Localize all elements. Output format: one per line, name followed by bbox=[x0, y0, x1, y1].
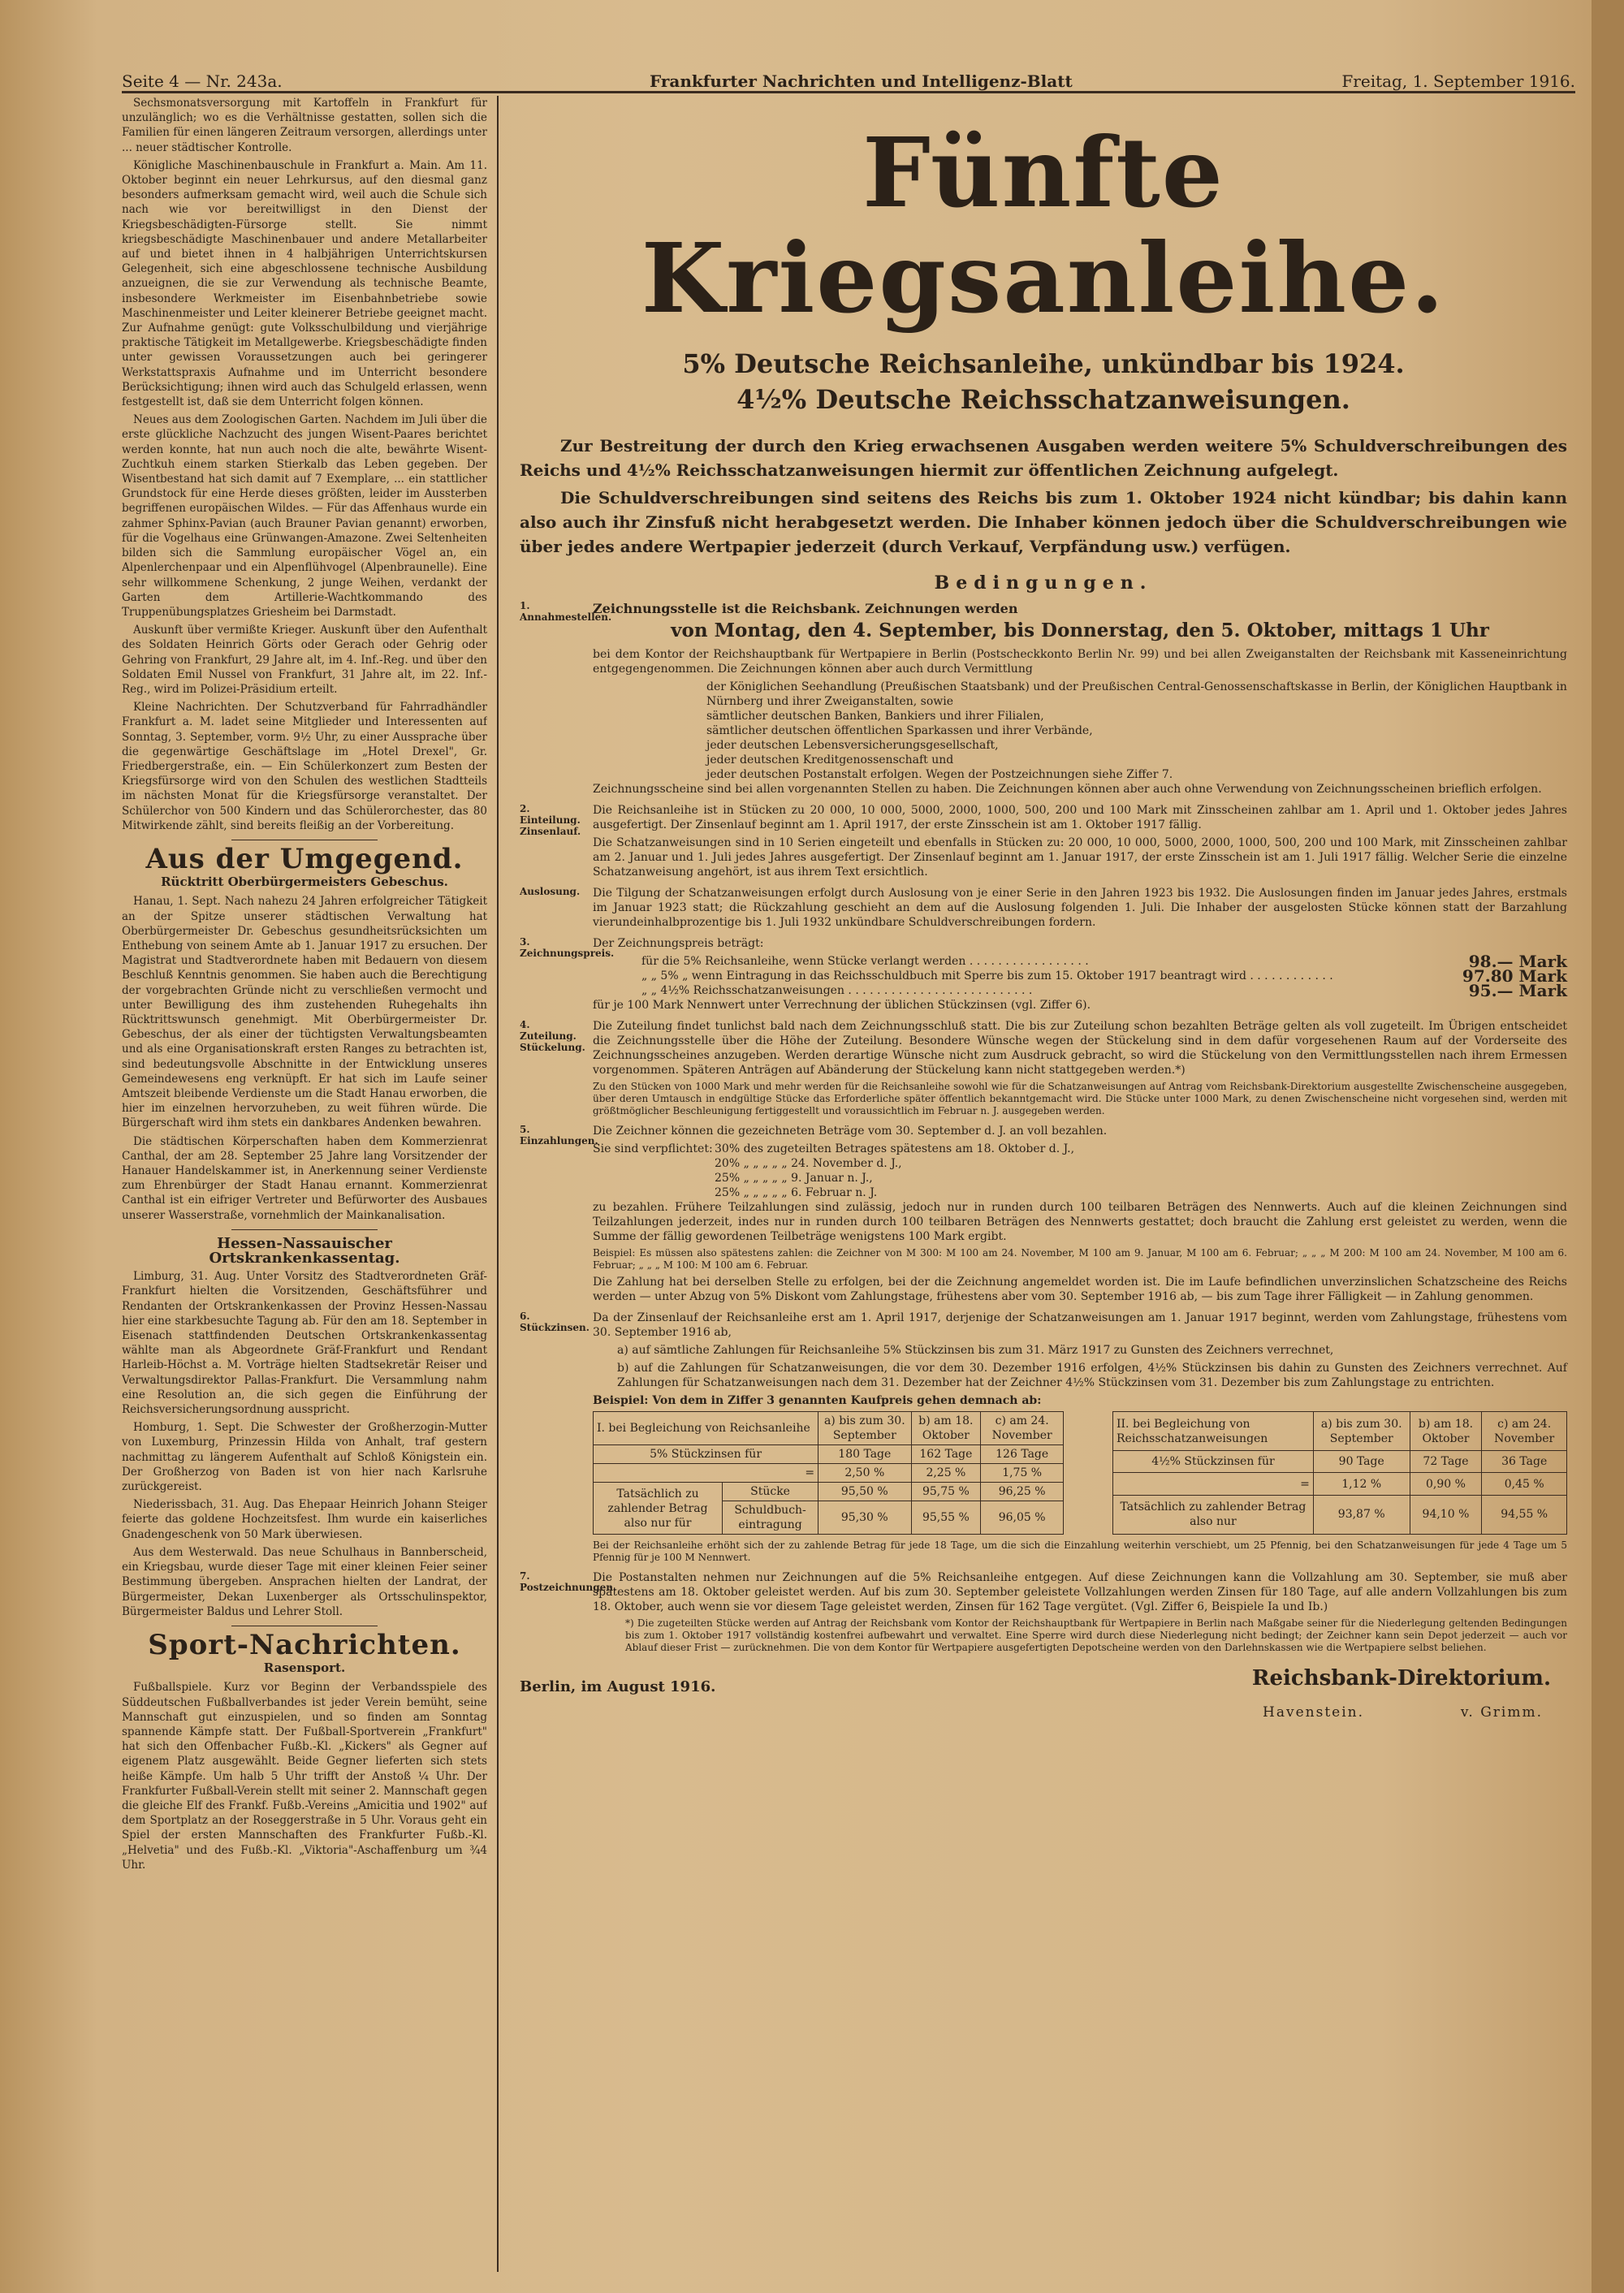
table-cell: 90 Tage bbox=[1313, 1451, 1410, 1473]
table-row bbox=[1113, 1495, 1567, 1534]
section-5 bbox=[520, 1124, 1567, 1304]
section-label: 2. Einteilung. Zinsenlauf. bbox=[520, 803, 581, 837]
section-text: zu bezahlen. Frühere Teilzahlungen sind zulässig, jedoch nur in runden durch 100 teilbaren Beträgen des Nennwerts. Auch auf die kleinen Zeichnungen sind Teilzahlungen jederzeit, indes nur in runden durch 100 teilbaren Beträgen des Nennwerts gestattet; doch braucht die Zahlung erst geleistet zu werden, wenn die Summe der fällig gewordenen Teilbeträge wenigstens 100 Mark ergibt. bbox=[593, 1201, 1567, 1243]
section-text: Bei der Reichsanleihe erhöht sich der zu zahlende Betrag für jede 18 Tage, um die sich die Einzahlung weiterhin verschiebt, um 25 Pfennig, bei den Schatzanweisungen für jede 4 Tage um 5 Pfennig für je 100 M Nennwert. bbox=[593, 1539, 1567, 1563]
left-paragraph: Fußballspiele. Kurz vor Beginn der Verbandsspiele des Süddeutschen Fußballverbandes ist jeder Verein bemüht, seine Mannschaft gut einzuspielen, und so finden am Sonntag spannende Kämpfe statt. Der Fußball-Sportverein „Frankfurt" hat sich den Offenbacher Fußb.-Kl. „Kickers" als Gegner auf eigenem Platz ausgewählt. Beide Gegner lieferten sich stets heiße Kämpfe. Um halb 5 Uhr trifft der Anstoß ¼ Uhr. Der Frankfurter Fußball-Verein stellt mit seiner 2. Mannschaft gegen die gleiche Elf des Frankf. Fußb.-Vereins „Amicitia und 1902" auf dem Sportplatz an der Roseggerstraße in 5 Uhr. Voraus geht ein Spiel der ersten Mannschaften des Frankfurter Fußb.-Kl. „Helvetia" und des Fußb.-Kl. „Viktoria"-Aschaffenburg um ¾4 Uhr. bbox=[122, 1681, 487, 1872]
section-text: Die Postanstalten nehmen nur Zeichnungen auf die 5% Reichsanleihe entgegen. Auf diese Zeichnungen kann die Vollzahlung am 30. September, sie muß aber spätestens am 18. Oktober geleistet werden. Auf bis zum 30. September geleistete Vollzahlungen werden Zinsen für 180 Tage, auf alle andern Vollzahlungen bis zum 18. Oktober, auch wenn sie vor diesem Tage geleistet werden, Zinsen für 162 Tage vergütet. (Vgl. Ziffer 6, Beispiele Ia und Ib.) bbox=[593, 1571, 1567, 1613]
section-text: Beispiel: Es müssen also spätestens zahlen: die Zeichner von M 300: M 100 am 24. November, M 100 am 9. Januar, M 100 am 6. Februar; „ „ „ M 200: M 100 am 24. November, M 100 am 6. Februar; „ „ „ M 100: M 100 am 6. Februar. bbox=[593, 1247, 1567, 1271]
table-cell: 0,90 % bbox=[1410, 1473, 1482, 1495]
section-label: 4. Zuteilung. Stückelung. bbox=[520, 1019, 585, 1053]
installment-row: 25% „ „ „ „ „ 6. Februar n. J. bbox=[715, 1186, 878, 1199]
subtitle-reichsanleihe: 5% Deutsche Reichsanleihe, unkündbar bis 1924. bbox=[682, 348, 1405, 379]
section-text: Da der Zinsenlauf der Reichsanleihe erst am 1. April 1917, derjenige der Schatzanweisungen am 1. Januar 1917 beginnt, werden vom Zahlungstage, frühestens vom 30. September 1916 ab, bbox=[593, 1311, 1567, 1339]
header-newspaper-name: Frankfurter Nachrichten und Intelligenz-Blatt bbox=[650, 71, 1073, 91]
installment-row: 25% „ „ „ „ „ 9. Januar n. J., bbox=[715, 1172, 873, 1185]
table-cell: 4½% Stückzinsen für bbox=[1113, 1451, 1314, 1473]
table-cell: Tatsächlich zu zahlender Betrag also nur für bbox=[594, 1483, 723, 1535]
installment-row: 30% des zugeteilten Betrages spätestens am 18. Oktober d. J., bbox=[715, 1142, 1075, 1155]
table-reichsanleihe bbox=[593, 1411, 1064, 1535]
column-divider bbox=[497, 96, 499, 2272]
signer-havenstein: Havenstein. bbox=[1263, 1704, 1364, 1721]
section-text: für je 100 Mark Nennwert unter Verrechnung der üblichen Stückzinsen (vgl. Ziffer 6). bbox=[593, 999, 1091, 1012]
section-2 bbox=[520, 803, 1567, 879]
table-cell: Tatsächlich zu zahlender Betrag also nur bbox=[1113, 1495, 1314, 1534]
signature-block bbox=[520, 1662, 1567, 1735]
section-text: Der Zeichnungspreis beträgt: bbox=[593, 937, 764, 950]
table-cell: = bbox=[1113, 1473, 1314, 1495]
table-row bbox=[1113, 1412, 1567, 1451]
list-item: jeder deutschen Postanstalt erfolgen. Wegen der Postzeichnungen siehe Ziffer 7. bbox=[706, 768, 1173, 781]
table-cell: II. bei Begleichung von Reichsschatzanweisungen bbox=[1113, 1412, 1314, 1451]
left-paragraph: Homburg, 1. Sept. Die Schwester der Großherzogin-Mutter von Luxemburg, Prinzessin Hilda von Anhalt, traf gestern nachmittag zu längerem Aufenthalt auf Schloß Königstein ein. Der Großherzog von Baden ist von hier nach Karlsruhe zurückgereist. bbox=[122, 1421, 487, 1494]
table-cell: 0,45 % bbox=[1482, 1473, 1567, 1495]
table-cell: Schuldbuch-eintragung bbox=[723, 1501, 818, 1535]
table-cell: 95,50 % bbox=[818, 1483, 911, 1501]
table-cell: a) bis zum 30. September bbox=[1313, 1412, 1410, 1451]
intro-paragraph: Zur Bestreitung der durch den Krieg erwachsenen Ausgaben werden weitere 5% Schuldverschreibungen des Reichs und 4½% Reichsschatzanweisungen hiermit zur öffentlichen Zeichnung aufgelegt. bbox=[520, 436, 1567, 480]
price-row bbox=[593, 966, 1567, 986]
table-cell: 96,05 % bbox=[981, 1501, 1064, 1535]
section-text: Die Zuteilung findet tunlichst bald nach dem Zeichnungsschluß statt. Die bis zur Zuteilung schon bezahlten Beträge gelten als voll zugeteilt. Im Übrigen entscheidet die Zeichnungsstelle über die Höhe der Zuteilung. Besondere Wünsche wegen der Stückelung sind in dem dafür vorgesehenen Raum auf der Vorderseite des Zeichnungsscheines anzugeben. Werden derartige Wünsche nicht zum Ausdruck gebracht, so wird die Stückelung von den Vermittlungsstellen nach ihrem Ermessen vorgenommen. Späteren Anträgen auf Abänderung der Stückelung kann nicht stattgegeben werden.*) bbox=[593, 1020, 1567, 1077]
left-paragraph: Hanau, 1. Sept. Nach nahezu 24 Jahren erfolgreicher Tätigkeit an der Spitze unserer städtischen Verwaltung hat Oberbürgermeister Dr. Gebeschus gesundheitsrücksichten um Enthebung von seinem Amte ab 1. Januar 1917 zu ersuchen. Der Magistrat und Stadtverordnete haben mit Bedauern von diesem Beschluß Kenntnis genommen. Sie haben auch die Berechtigung der vorgebrachten Gründe nicht zu verschließen vermocht und unter Bewilligung des ihm zustehenden Ruhegehalts ihn Rücktrittswunsch genehmigt. Mit Oberbürgermeister Dr. Gebeschus, der als einer der tüchtigsten Verwaltungsbeamten und als eine Organisationskraft ersten Ranges zu betrachten ist, sind bedeutungsvolle Abschnitte in der Entwicklung unseres Gemeindewesens eng verknüpft. Er hat sich im Laufe seiner Amtszeit bleibende Verdienste um die Stadt Hanau erworben, die hier im einzelnen hervorzuheben, zu weit führen würde. Die Bürgerschaft wird ihm stets ein dankbares Andenken bewahren. bbox=[122, 895, 487, 1130]
table-row bbox=[1113, 1473, 1567, 1495]
section-text: a) auf sämtliche Zahlungen für Reichsanleihe 5% Stückzinsen bis zum 31. März 1917 zu Gunsten des Zeichners verrechnet, bbox=[617, 1344, 1334, 1357]
table-cell: 2,25 % bbox=[911, 1464, 981, 1483]
section-heading: Hessen-Nassauischer Ortskrankenkassentag. bbox=[209, 1234, 400, 1267]
table-cell: 93,87 % bbox=[1313, 1495, 1410, 1534]
section-text: Die Schatzanweisungen sind in 10 Serien eingeteilt und ebenfalls in Stücken zu: 20 000, 10 000, 5000, 2000, 1000, 500, 200 und 100 Mark, mit Zinsscheinen zahlbar am 2. Januar und 1. Juli jedes Jahres ausgefertigt. Der Zinsenlauf beginnt am 1. Januar 1917, der erste Zinsschein ist am 1. Juli 1917 fällig. Welcher Serie die einzelne Schatzanweisung angehört, ist aus ihrem Text ersichtlich. bbox=[593, 836, 1567, 879]
price-label: für die 5% Reichsanleihe, wenn Stücke verlangt werden . . . . . . . . . . . . . . . . . bbox=[641, 955, 1089, 968]
section-7 bbox=[520, 1570, 1567, 1654]
left-paragraph: Neues aus dem Zoologischen Garten. Nachdem im Juli über die erste glückliche Nachzucht des jungen Wisent-Paares berichtet werden konnte, hat nun auch noch die alte, bewährte Wisent-Zuchtkuh einem starken Stierkalb das Leben gegeben. Der Wisentbestand hat sich damit auf 7 Exemplare, ... ein stattlicher Grundstock für eine Herde dieses größten, leider im Aussterben begriffenen europäischen Wildes. — Für das Affenhaus wurde ein zahmer Sphinx-Pavian (auch Brauner Pavian genannt) erworben, für die Vogelhaus eine Grünwangen-Amazone. Zwei Seltenheiten bilden sich die Sammlung europäischer Vögel an, ein Alpenlerchenpaar und ein Alpenflühvogel (Alpenbraunelle). Eine sehr willkommene Schenkung, 2 junge Weihen, verdankt der Garten dem Artillerie-Wachtkommando des Truppenübungsplatzes Griesheim bei Darmstadt. bbox=[122, 413, 487, 619]
list-item: der Königlichen Seehandlung (Preußischen Staatsbank) und der Preußischen Central-Genossenschaftskasse in Berlin, der Königlichen Hauptbank in Nürnberg und ihrer Zweiganstalten, sowie bbox=[706, 680, 1567, 708]
list-item: jeder deutschen Kreditgenossenschaft und bbox=[706, 754, 954, 766]
installment-list bbox=[715, 1142, 1074, 1200]
table-cell: 1,12 % bbox=[1313, 1473, 1410, 1495]
price-row bbox=[593, 983, 1567, 998]
table-row bbox=[594, 1445, 1064, 1464]
table-cell: 2,50 % bbox=[818, 1464, 911, 1483]
left-column bbox=[122, 96, 487, 2272]
section-heading: Sport-Nachrichten. bbox=[148, 1628, 461, 1661]
section-3 bbox=[520, 936, 1567, 1013]
left-paragraph: Königliche Maschinenbauschule in Frankfurt a. Main. Am 11. Oktober beginnt ein neuer Lehrkursus, auf den diesmal ganz besonders aufmerksam gemacht wird, weil auch die Schule sich nach wie vor bereitwilligst in den Dienst der Kriegsbeschädigten-Fürsorge stellt. Sie nimmt kriegsbeschädigte Maschinenbauer und andere Metallarbeiter auf und bietet ihnen in 4 halbjährigen Unterrichtskursen Gelegenheit, sich eine abgeschlossene technische Ausbildung anzueignen, die sie zur Verwendung als technische Beamte, insbesondere Werkmeister im Eisenbahnbetriebe sowie Maschinenmeister und Leiter kleinerer Betriebe geeignet macht. Zur Aufnahme genügt: gute Volksschulbildung und vierjährige praktische Tätigkeit im Metallgewerbe. Kriegsbeschädigte finden unter gewissen Voraussetzungen auch bei geringerer Werkstattspraxis Aufnahme und im Unterricht besondere Berücksichtigung; ihnen wird auch das Schulgeld erlassen, wenn festgestellt ist, daß sie dem Unterricht folgen können. bbox=[122, 158, 487, 409]
list-item: jeder deutschen Lebensversicherungsgesellschaft, bbox=[706, 739, 999, 752]
section-6 bbox=[520, 1311, 1567, 1564]
list-item: sämtlicher deutschen Banken, Bankiers und ihrer Filialen, bbox=[706, 710, 1044, 723]
section-text: bei dem Kontor der Reichshauptbank für Wertpapiere in Berlin (Postscheckkonto Berlin Nr. 99) und bei allen Zweiganstalten der Reichsbank mit Kasseneinrichtung entgegengenommen. Die Zeichnungen können aber auch durch Vermittlung bbox=[593, 648, 1567, 676]
section-label: Auslosung. bbox=[520, 886, 581, 897]
section-text: Die Reichsanleihe ist in Stücken zu 20 000, 10 000, 5000, 2000, 1000, 500, 200 und 100 Mark mit Zinsscheinen zahlbar am 1. April und 1. Oktober jedes Jahres ausgefertigt. Der Zinsenlauf beginnt am 1. April 1917, der erste Zinsschein ist am 1. Oktober 1917 fällig. bbox=[593, 804, 1567, 831]
section-label: 3. Zeichnungspreis. bbox=[520, 936, 615, 959]
table-row bbox=[594, 1483, 1064, 1501]
left-paragraph: Kleine Nachrichten. Der Schutzverband für Fahrradhändler Frankfurt a. M. ladet seine Mitglieder und Interessenten auf Sonntag, 3. September, vorm. 9½ Uhr, zu einer Aussprache über die gegenwärtige Geschäftslage im „Hotel Drexel", Gr. Friedbergerstraße, ein. — Ein Schülerkonzert zum Besten der Kriegsfürsorge wird von den Schulen des westlichen Stadtteils im nächsten Monat für die Kriegsfürsorge veranstaltet. Der Schülerchor von 500 Kindern und das Schülerorchester, das 80 Mitwirkende zählt, sind bereits fleißig an der Vorbereitung. bbox=[122, 701, 487, 832]
table-cell: 95,30 % bbox=[818, 1501, 911, 1535]
section-label: 5. Einzahlungen. bbox=[520, 1124, 598, 1146]
left-paragraph: Limburg, 31. Aug. Unter Vorsitz des Stadtverordneten Gräf-Frankfurt hielten die Vorsitzenden, Geschäftsführer und Rendanten der Ortskrankenkassen der Provinz Hessen-Nassau hier eine starkbesuchte Tagung ab. Für den am 18. September in Eisenach stattfindenden Deutschen Ortskrankenkassentag wählte man als Abgeordnete Gräf-Frankfurt und Rendant Harleib-Höchst a. M. Vorträge hielten Stadtsekretär Reiser und Verwaltungsdirektor Pallas-Frankfurt. Die Versammlung nahm eine Resolution an, die sich gegen die Einführung der Reichsversicherungsordnung ausspricht. bbox=[122, 1270, 487, 1417]
table-cell: c) am 24. November bbox=[1482, 1412, 1567, 1451]
section-subheading: Rasensport. bbox=[263, 1660, 346, 1676]
section-text: Die Zeichner können die gezeichneten Beträge vom 30. September d. J. an voll bezahlen. bbox=[593, 1125, 1108, 1138]
signature-organization: Reichsbank-Direktorium. bbox=[1251, 1666, 1551, 1691]
table-cell: 162 Tage bbox=[911, 1445, 981, 1464]
table-row bbox=[594, 1464, 1064, 1483]
section-label: 6. Stückzinsen. bbox=[520, 1311, 590, 1333]
table-cell: 95,55 % bbox=[911, 1501, 981, 1535]
table-cell: 95,75 % bbox=[911, 1483, 981, 1501]
table-cell: 1,75 % bbox=[981, 1464, 1064, 1483]
place-date: Berlin, im August 1916. bbox=[520, 1678, 716, 1695]
section-label: 7. Postzeichnungen. bbox=[520, 1570, 617, 1593]
table-cell: b) am 18. Oktober bbox=[1410, 1412, 1482, 1451]
price-value: 95.— Mark bbox=[1468, 981, 1567, 1000]
section-text: b) auf die Zahlungen für Schatzanweisungen, die vor dem 30. Dezember 1916 erfolgen, 4½% Stückzinsen bis dahin zu Gunsten des Zeichners verrechnet. Auf Zahlungen für Schatzanweisungen nach dem 31. Dezember hat der Zeichner 4½% Stückzinsen vom 31. Dezember bis zum Zahlungstage zu entrichten. bbox=[617, 1362, 1567, 1389]
header-date: Freitag, 1. September 1916. bbox=[1341, 71, 1575, 91]
table-row bbox=[594, 1412, 1064, 1445]
left-paragraph: Niederissbach, 31. Aug. Das Ehepaar Heinrich Johann Steiger feierte das goldene Hochzeitsfest. Ihm wurde ein kaiserliches Gnadengeschenk von 50 Mark überwiesen. bbox=[122, 1498, 487, 1541]
header-rule bbox=[122, 91, 1575, 93]
signer-grimm: v. Grimm. bbox=[1460, 1704, 1543, 1721]
list-item: sämtlicher deutschen öffentlichen Sparkassen und ihrer Verbände, bbox=[706, 724, 1093, 737]
header-page-number: Seite 4 — Nr. 243a. bbox=[122, 71, 283, 91]
table-cell: 180 Tage bbox=[818, 1445, 911, 1464]
intro-paragraph: Die Schuldverschreibungen sind seitens des Reichs bis zum 1. Oktober 1924 nicht kündbar; bis dahin kann also auch ihr Zinsfuß nicht herabgesetzt werden. Die Inhaber können jedoch über die Schuldverschreibungen wie über jedes andere Wertpapier jederzeit (durch Verkauf, Verpfändung usw.) verfügen. bbox=[520, 488, 1567, 556]
table-cell: 96,25 % bbox=[981, 1483, 1064, 1501]
left-paragraph: Aus dem Westerwald. Das neue Schulhaus in Bannberscheid, ein Kriegsbau, wurde dieser Tage mit einer kleinen Feier seiner Bestimmung übergeben. Ansprachen hielten der Landrat, der Bürgermeister, Dekan Luxenberger als Ortsschulinspektor, Bürgermeister Baldus und Lehrer Stoll. bbox=[122, 1545, 487, 1618]
intermediary-list bbox=[593, 680, 1567, 782]
war-loan-announcement bbox=[520, 96, 1567, 2272]
section-4 bbox=[520, 1019, 1567, 1117]
table-cell: Stücke bbox=[723, 1483, 818, 1501]
section-text: Die Zahlung hat bei derselben Stelle zu erfolgen, bei der die Zeichnung angemeldet worden ist. Die im Laufe befindlichen unverzinslichen Schatzscheine des Reichs werden — unter Abzug von 5% Diskont vom Zahlungstage, frühestens aber vom 30. September 1916 ab, — bis zum Tage ihrer Fälligkeit — in Zahlung genommen. bbox=[593, 1276, 1567, 1303]
price-label: „ „ 4½% Reichsschatzanweisungen . . . . . . . . . . . . . . . . . . . . . . . . . . bbox=[641, 984, 1033, 997]
main-title: Fünfte Kriegsanleihe. bbox=[641, 116, 1446, 335]
section-text: Zeichnungsscheine sind bei allen vorgenannten Stellen zu haben. Die Zeichnungen können aber auch ohne Verwendung von Zeichnungsscheinen brieflich erfolgen. bbox=[593, 783, 1542, 796]
installment-row: 20% „ „ „ „ „ 24. November d. J., bbox=[715, 1157, 902, 1170]
interest-tables bbox=[593, 1411, 1567, 1535]
table-cell: a) bis zum 30. September bbox=[818, 1412, 911, 1445]
left-paragraph: Sechsmonatsversorgung mit Kartoffeln in Frankfurt für unzulänglich; wo es die Verhältnisse gestatten, sollen sich die Familien für einen längeren Zeitraum versorgen, allerdings unter ... neuer städtischer Kontrolle. bbox=[122, 97, 487, 154]
price-value: 98.— Mark bbox=[1468, 952, 1567, 971]
section-text: Beispiel: Von dem in Ziffer 3 genannten Kaufpreis gehen demnach ab: bbox=[593, 1394, 1042, 1407]
section-2b bbox=[520, 886, 1567, 930]
table-cell: 36 Tage bbox=[1482, 1451, 1567, 1473]
table-schatzanweisungen bbox=[1112, 1411, 1567, 1535]
table-cell: = bbox=[594, 1464, 818, 1483]
section-text: Zu den Stücken von 1000 Mark und mehr werden für die Reichsanleihe sowohl wie für die Schatzanweisungen auf Antrag vom Reichsbank-Direktorium ausgestellte Zwischenscheine ausgegeben, über deren Umtausch in endgültige Stücke das Erforderliche später öffentlich bekanntgemacht wird. Die Stücke unter 1000 Mark, zu denen Zwischenscheine nicht vorgesehen sind, werden mit größtmöglicher Beschleunigung fertiggestellt und voraussichtlich im Februar n. J. ausgegeben werden. bbox=[593, 1081, 1567, 1116]
table-cell: I. bei Begleichung von Reichsanleihe bbox=[594, 1412, 818, 1445]
section-subheading: Rücktritt Oberbürgermeisters Gebeschus. bbox=[161, 874, 448, 890]
section-text: Zeichnungsstelle ist die Reichsbank. Zeichnungen werden bbox=[593, 601, 1018, 616]
installment-block bbox=[593, 1142, 1567, 1200]
section-text: Die Tilgung der Schatzanweisungen erfolgt durch Auslosung von je einer Serie in den Jahren 1923 bis 1932. Die Auslosungen finden im Januar jedes Jahres, erstmals im Januar 1923 statt; die Rückzahlung geschieht an dem auf die Auslosung folgenden 1. Juli. Die Inhaber der ausgelosten Stücke können statt der Barzahlung vierundeinhalbprozentige bis 1. Juli 1932 unkündbare Schuldverschreibungen fordern. bbox=[593, 887, 1567, 929]
subscription-dates: von Montag, den 4. September, bis Donnerstag, den 5. Oktober, mittags 1 Uhr bbox=[671, 620, 1489, 641]
table-cell: 94,10 % bbox=[1410, 1495, 1482, 1534]
left-paragraph: Auskunft über vermißte Krieger. Auskunft über den Aufenthalt des Soldaten Heinrich Görts oder Gerach oder Gehrig oder Gehring von Frankfurt, 29 Jahre alt, im 4. Inf.-Reg. und über den Soldaten Emil Nussel von Frankfurt, 31 Jahre alt, im 22. Inf.-Reg., wird im Polizei-Präsidium erteilt. bbox=[122, 624, 487, 696]
table-row bbox=[1113, 1451, 1567, 1473]
section-1 bbox=[520, 600, 1567, 797]
price-value: 97.80 Mark bbox=[1462, 966, 1567, 986]
footnote: *) Die zugeteilten Stücke werden auf Antrag der Reichsbank vom Kontor der Reichshauptbank für Wertpapiere in Berlin nach Maßgabe seiner für die Niederlegung geltenden Bedingungen bis zum 1. Oktober 1917 vollständig kostenfrei aufbewahrt und verwaltet. Eine Sperre wird durch diese Niederlegung nicht bedingt; der Zeichner kann sein Depot jederzeit — auch vor Ablauf dieser Frist — zurücknehmen. Die von dem Kontor für Wertpapiere ausgefertigten Depotscheine werden von den Darlehnskassen wie die Wertpapiere selbst beliehen. bbox=[625, 1617, 1567, 1653]
section-heading: Aus der Umgegend. bbox=[145, 842, 464, 875]
page-edge bbox=[1592, 0, 1624, 2293]
left-paragraph: Die städtischen Körperschaften haben dem Kommerzienrat Canthal, der am 28. September 25 Jahre lang Vorsitzender der Hanauer Handelskammer ist, in Anerkennung seiner Verdienste zum Ehrenbürger der Stadt Hanau ernannt. Kommerzienrat Canthal ist ein eifriger Vertreter und Befürworter des Ausbaues unserer Wasserstraße, vornehmlich der Mainkanalisation. bbox=[122, 1134, 487, 1222]
table-cell: 5% Stückzinsen für bbox=[594, 1445, 818, 1464]
table-cell: 72 Tage bbox=[1410, 1451, 1482, 1473]
price-row bbox=[593, 954, 1567, 969]
separator bbox=[231, 1229, 378, 1230]
table-cell: 94,55 % bbox=[1482, 1495, 1567, 1534]
table-cell: c) am 24. November bbox=[981, 1412, 1064, 1445]
price-label: „ „ 5% „ wenn Eintragung in das Reichsschuldbuch mit Sperre bis zum 15. Oktober 1917 beantragt wird . . . . . . . . . . . . bbox=[641, 969, 1333, 982]
table-cell: 126 Tage bbox=[981, 1445, 1064, 1464]
table-cell: b) am 18. Oktober bbox=[911, 1412, 981, 1445]
section-label: 1. Annahmestellen. bbox=[520, 600, 612, 623]
conditions-heading: Bedingungen. bbox=[934, 572, 1153, 594]
subtitle-schatzanweisungen: 4½% Deutsche Reichsschatzanweisungen. bbox=[736, 384, 1350, 415]
installment-intro: Sie sind verpflichtet: bbox=[593, 1142, 713, 1155]
